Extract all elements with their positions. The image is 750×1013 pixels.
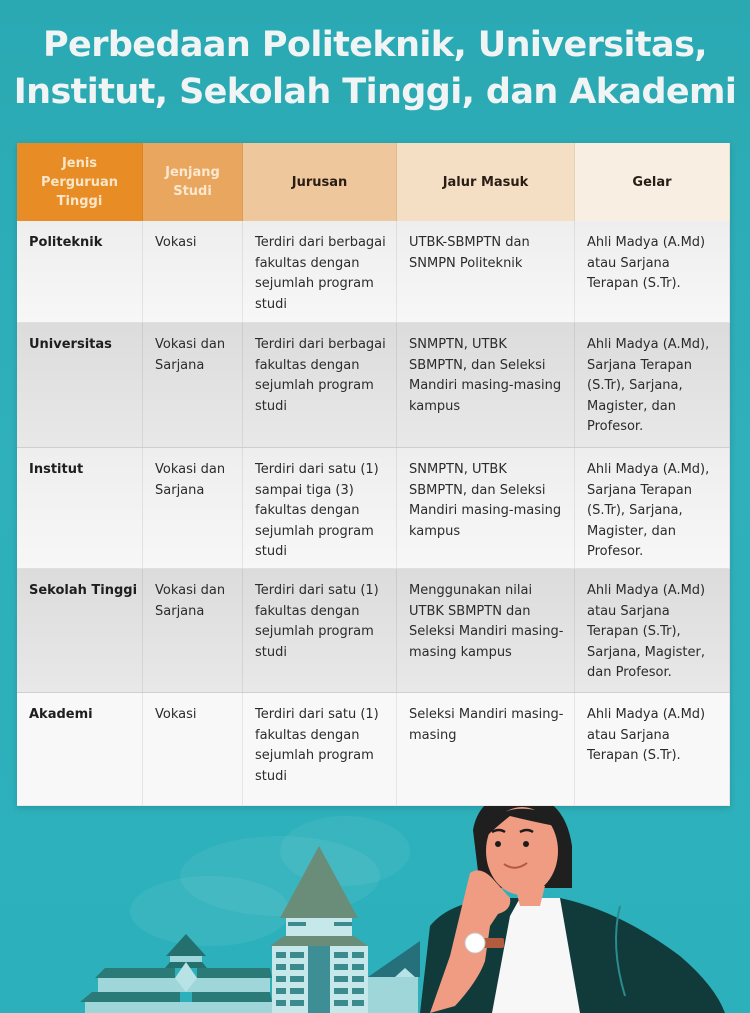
- header-jalur: Jalur Masuk: [397, 143, 575, 221]
- cell-jenjang: Vokasi: [143, 221, 243, 323]
- cell-jenis: Akademi: [17, 693, 143, 806]
- cell-jurusan: Terdiri dari berbagai fakultas dengan sejumlah program studi: [243, 323, 397, 448]
- thinking-woman-illustration: [0, 806, 750, 1013]
- cell-gelar: Ahli Madya (A.Md) atau Sarjana Terapan (S.Tr).: [575, 221, 730, 323]
- cell-jurusan: Terdiri dari satu (1) fakultas dengan sejumlah program studi: [243, 693, 397, 806]
- cell-gelar: Ahli Madya (A.Md), Sarjana Terapan (S.Tr), Sarjana, Magister, dan Profesor.: [575, 323, 730, 448]
- illustration-scene: [0, 806, 750, 1013]
- cell-gelar: Ahli Madya (A.Md), Sarjana Terapan (S.Tr), Sarjana, Magister, dan Profesor.: [575, 448, 730, 569]
- title-line-2: Institut, Sekolah Tinggi, dan Akademi: [13, 72, 737, 112]
- cell-jenjang: Vokasi: [143, 693, 243, 806]
- cell-jenis: Politeknik: [17, 221, 143, 323]
- cell-gelar: Ahli Madya (A.Md) atau Sarjana Terapan (S.Tr), Sarjana, Magister, dan Profesor.: [575, 569, 730, 693]
- cell-jenjang: Vokasi dan Sarjana: [143, 448, 243, 569]
- comparison-table: [17, 143, 730, 806]
- cell-jalur: Menggunakan nilai UTBK SBMPTN dan Seleksi Mandiri masing-masing kampus: [397, 569, 575, 693]
- cell-jurusan: Terdiri dari satu (1) sampai tiga (3) fakultas dengan sejumlah program studi: [243, 448, 397, 569]
- header-gelar: Gelar: [575, 143, 730, 221]
- cell-gelar: Ahli Madya (A.Md) atau Sarjana Terapan (S.Tr).: [575, 693, 730, 806]
- header-jurusan: Jurusan: [243, 143, 397, 221]
- cell-jalur: SNMPTN, UTBK SBMPTN, dan Seleksi Mandiri masing-masing kampus: [397, 323, 575, 448]
- title-line-1: Perbedaan Politeknik, Universitas,: [43, 25, 707, 65]
- header-jenjang: Jenjang Studi: [143, 143, 243, 221]
- page-title: [0, 22, 750, 116]
- cell-jenis: Universitas: [17, 323, 143, 448]
- cell-jenjang: Vokasi dan Sarjana: [143, 569, 243, 693]
- cell-jalur: SNMPTN, UTBK SBMPTN, dan Seleksi Mandiri masing-masing kampus: [397, 448, 575, 569]
- header-jenis: Jenis Perguruan Tinggi: [17, 143, 143, 221]
- cell-jenis: Sekolah Tinggi: [17, 569, 143, 693]
- cell-jenjang: Vokasi dan Sarjana: [143, 323, 243, 448]
- cell-jenis: Institut: [17, 448, 143, 569]
- cell-jalur: UTBK-SBMPTN dan SNMPN Politeknik: [397, 221, 575, 323]
- cell-jurusan: Terdiri dari satu (1) fakultas dengan sejumlah program studi: [243, 569, 397, 693]
- cell-jalur: Seleksi Mandiri masing-masing: [397, 693, 575, 806]
- cell-jurusan: Terdiri dari berbagai fakultas dengan sejumlah program studi: [243, 221, 397, 323]
